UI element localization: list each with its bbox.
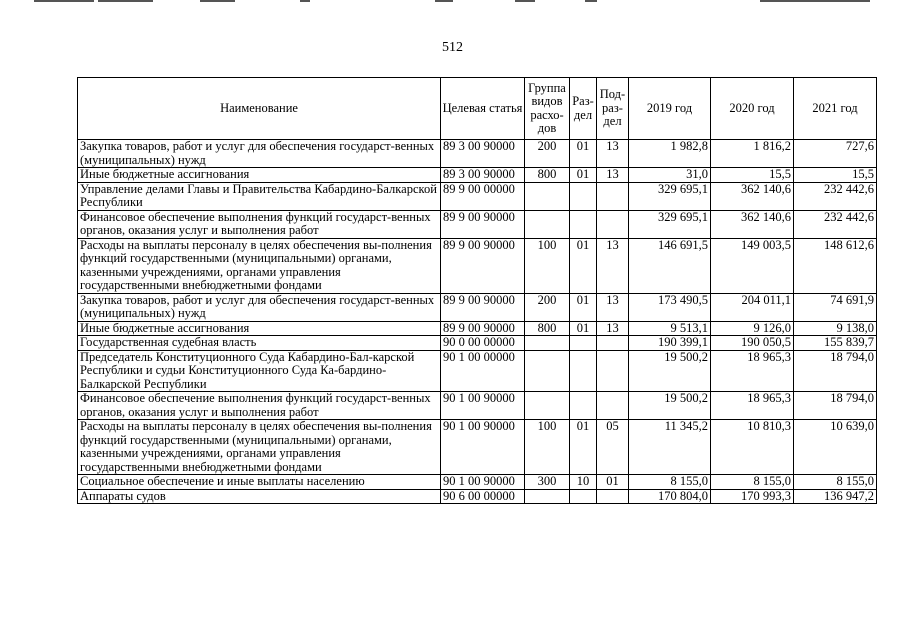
header-name: Наименование <box>78 78 441 140</box>
cell-subsection: 01 <box>597 475 629 490</box>
table-header <box>78 78 877 140</box>
cell-group <box>525 489 570 504</box>
header-2020: 2020 год <box>711 78 794 140</box>
cell-y2020: 8 155,0 <box>711 475 794 490</box>
table-row <box>78 182 877 210</box>
cell-subsection <box>597 489 629 504</box>
cell-y2020: 204 011,1 <box>711 293 794 321</box>
cell-group: 100 <box>525 238 570 293</box>
header-group: Группа видов расхо- дов <box>525 78 570 140</box>
cell-subsection <box>597 392 629 420</box>
table-row <box>78 392 877 420</box>
cell-y2021: 136 947,2 <box>794 489 877 504</box>
table-row <box>78 336 877 351</box>
cell-y2021: 232 442,6 <box>794 182 877 210</box>
cell-subsection <box>597 350 629 392</box>
cell-section: 01 <box>570 140 597 168</box>
cell-y2021: 10 639,0 <box>794 420 877 475</box>
table-row <box>78 210 877 238</box>
cell-y2021: 727,6 <box>794 140 877 168</box>
cell-section <box>570 336 597 351</box>
cell-y2019: 19 500,2 <box>629 392 711 420</box>
cell-group <box>525 350 570 392</box>
cell-group <box>525 392 570 420</box>
cell-y2020: 170 993,3 <box>711 489 794 504</box>
cell-target: 90 1 00 90000 <box>441 392 525 420</box>
cell-y2021: 9 138,0 <box>794 321 877 336</box>
table-row <box>78 420 877 475</box>
table-row <box>78 238 877 293</box>
cell-y2019: 31,0 <box>629 168 711 183</box>
cell-y2021: 18 794,0 <box>794 392 877 420</box>
cell-name: Финансовое обеспечение выполнения функций государст-венных органов, оказания услуг и выполнения работ <box>78 392 441 420</box>
table-row <box>78 293 877 321</box>
cell-y2020: 9 126,0 <box>711 321 794 336</box>
table-row <box>78 489 877 504</box>
cell-group <box>525 336 570 351</box>
cell-y2019: 329 695,1 <box>629 210 711 238</box>
cell-target: 90 1 00 90000 <box>441 475 525 490</box>
cell-y2020: 18 965,3 <box>711 392 794 420</box>
cell-group: 200 <box>525 293 570 321</box>
cell-name: Председатель Конституционного Суда Кабардино-Бал-карской Республики и судьи Конституционного Суда Ка-бардино-Балкарской Республики <box>78 350 441 392</box>
cell-name: Закупка товаров, работ и услуг для обеспечения государст-венных (муниципальных) нужд <box>78 140 441 168</box>
cell-group: 800 <box>525 321 570 336</box>
header-2021: 2021 год <box>794 78 877 140</box>
cell-y2019: 170 804,0 <box>629 489 711 504</box>
cell-target: 90 1 00 90000 <box>441 420 525 475</box>
cell-name: Управление делами Главы и Правительства Кабардино-Балкарской Республики <box>78 182 441 210</box>
cell-name: Финансовое обеспечение выполнения функций государст-венных органов, оказания услуг и выполнения работ <box>78 210 441 238</box>
cell-subsection <box>597 336 629 351</box>
cell-y2020: 149 003,5 <box>711 238 794 293</box>
cell-y2019: 329 695,1 <box>629 182 711 210</box>
header-2019: 2019 год <box>629 78 711 140</box>
cell-y2020: 10 810,3 <box>711 420 794 475</box>
cell-target: 89 9 00 90000 <box>441 210 525 238</box>
cell-y2021: 155 839,7 <box>794 336 877 351</box>
cell-target: 90 6 00 00000 <box>441 489 525 504</box>
cell-y2021: 8 155,0 <box>794 475 877 490</box>
cell-section: 10 <box>570 475 597 490</box>
cell-y2020: 1 816,2 <box>711 140 794 168</box>
cell-section <box>570 489 597 504</box>
cell-y2021: 148 612,6 <box>794 238 877 293</box>
cell-target: 89 3 00 90000 <box>441 140 525 168</box>
cell-subsection: 13 <box>597 140 629 168</box>
cell-y2020: 190 050,5 <box>711 336 794 351</box>
cell-y2020: 15,5 <box>711 168 794 183</box>
cell-section: 01 <box>570 293 597 321</box>
cell-name: Иные бюджетные ассигнования <box>78 168 441 183</box>
cell-y2019: 146 691,5 <box>629 238 711 293</box>
cell-subsection: 13 <box>597 321 629 336</box>
cell-group: 100 <box>525 420 570 475</box>
cell-y2019: 11 345,2 <box>629 420 711 475</box>
cell-group <box>525 182 570 210</box>
cell-target: 89 3 00 90000 <box>441 168 525 183</box>
cell-section <box>570 392 597 420</box>
cell-group: 200 <box>525 140 570 168</box>
cell-section: 01 <box>570 168 597 183</box>
header-row <box>78 78 877 140</box>
header-target: Целевая статья <box>441 78 525 140</box>
cell-y2019: 173 490,5 <box>629 293 711 321</box>
table-row <box>78 321 877 336</box>
cell-y2021: 232 442,6 <box>794 210 877 238</box>
cell-y2021: 15,5 <box>794 168 877 183</box>
cell-name: Расходы на выплаты персоналу в целях обеспечения вы-полнения функций государственными (муниципальными) органами, казенными учреждениями, органами управления государственными внебюджетными фондами <box>78 238 441 293</box>
table-row <box>78 475 877 490</box>
cell-name: Государственная судебная власть <box>78 336 441 351</box>
cell-y2020: 18 965,3 <box>711 350 794 392</box>
cell-target: 90 1 00 00000 <box>441 350 525 392</box>
cell-name: Закупка товаров, работ и услуг для обеспечения государст-венных (муниципальных) нужд <box>78 293 441 321</box>
cell-y2019: 8 155,0 <box>629 475 711 490</box>
cell-y2020: 362 140,6 <box>711 210 794 238</box>
cell-y2021: 18 794,0 <box>794 350 877 392</box>
scan-artifact-top <box>0 0 905 6</box>
cell-section: 01 <box>570 420 597 475</box>
cell-name: Социальное обеспечение и иные выплаты населению <box>78 475 441 490</box>
page-number: 512 <box>442 40 463 55</box>
cell-y2021: 74 691,9 <box>794 293 877 321</box>
cell-subsection: 13 <box>597 238 629 293</box>
table-row <box>78 140 877 168</box>
cell-subsection: 13 <box>597 168 629 183</box>
table-row <box>78 350 877 392</box>
budget-table <box>77 77 877 504</box>
cell-target: 89 9 00 90000 <box>441 321 525 336</box>
cell-section: 01 <box>570 321 597 336</box>
cell-group: 800 <box>525 168 570 183</box>
cell-subsection <box>597 182 629 210</box>
cell-target: 90 0 00 00000 <box>441 336 525 351</box>
cell-y2019: 19 500,2 <box>629 350 711 392</box>
cell-section <box>570 350 597 392</box>
cell-y2019: 190 399,1 <box>629 336 711 351</box>
cell-subsection <box>597 210 629 238</box>
table-body <box>78 140 877 504</box>
cell-target: 89 9 00 90000 <box>441 238 525 293</box>
cell-target: 89 9 00 00000 <box>441 182 525 210</box>
cell-y2019: 9 513,1 <box>629 321 711 336</box>
cell-section: 01 <box>570 238 597 293</box>
cell-section <box>570 210 597 238</box>
cell-name: Расходы на выплаты персоналу в целях обеспечения вы-полнения функций государственными (муниципальными) органами, казенными учреждениями, органами управления государственными внебюджетными фондами <box>78 420 441 475</box>
cell-target: 89 9 00 90000 <box>441 293 525 321</box>
cell-name: Иные бюджетные ассигнования <box>78 321 441 336</box>
cell-group <box>525 210 570 238</box>
header-subsection: Под- раз- дел <box>597 78 629 140</box>
cell-y2020: 362 140,6 <box>711 182 794 210</box>
cell-group: 300 <box>525 475 570 490</box>
header-section: Раз- дел <box>570 78 597 140</box>
table-row <box>78 168 877 183</box>
cell-y2019: 1 982,8 <box>629 140 711 168</box>
cell-subsection: 13 <box>597 293 629 321</box>
cell-name: Аппараты судов <box>78 489 441 504</box>
cell-subsection: 05 <box>597 420 629 475</box>
cell-section <box>570 182 597 210</box>
